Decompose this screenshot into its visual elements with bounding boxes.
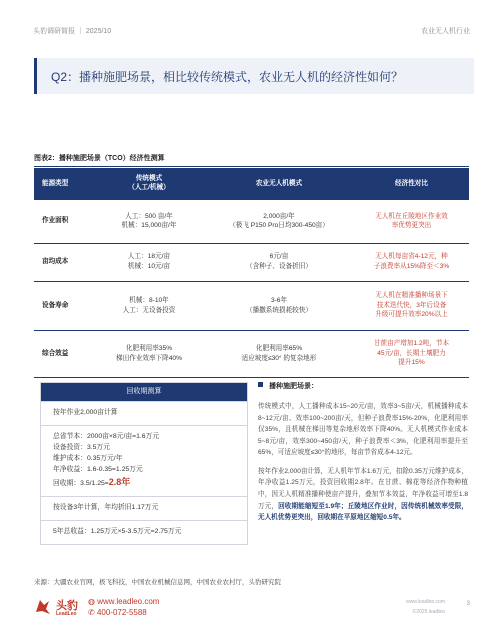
question-title: Q2：播种施肥场景，相比较传统模式，农业无人机的经济性如何？ [51, 70, 404, 84]
footer-url: www.leadleo.com [406, 599, 445, 605]
analysis-text: 按年作业2,000亩计算，无人机年节本1.6万元，扣除0.35万元维护成本，年净收益1.25万元，投资回收期2.8年。在甘蔗、棉花等经济作物种植中，因无人机精准播种使亩产提升，叠加节本效益，年净收益可增至1.8万元， [258, 467, 468, 510]
leadleo-logo-icon [32, 596, 54, 618]
payback-line: 年净收益：1.6-0.35=1.25万元 [53, 465, 143, 473]
table-cell: 化肥利用率35% 梯田作业效率下降40% [94, 330, 204, 377]
payback-basis: 按年作业2,000亩计算 [41, 401, 247, 425]
table-header: 能源类型 [34, 168, 94, 200]
table-cell: 机械：8-10年 人工：无设备投资 [94, 281, 204, 330]
page-number: 3 [466, 601, 470, 607]
comparison-cell: 甘蔗亩产增加1.2吨，节本 45元/亩，长期土壤肥力 提升15% [354, 330, 469, 377]
source-note: 来源：大疆农业官网，极飞科技，中国农业机械信息网，中国农业农村厅，头豹研究院 [34, 579, 281, 586]
footer-right [406, 598, 445, 617]
analysis-title [258, 381, 468, 393]
analysis-paragraph: 传统模式中，人工播种成本15~20元/亩，效率3~5亩/天，机械播种成本8~12元/亩、效率100~200亩/天，但种子浪费率15%-20%，化肥利用率仅35%，且机械在梯田等复杂地形效率下降40%。无人机模式作业成本5~8元/亩，效率300~450亩/天，种子浪费率＜3%，化肥利用率提升至65%，可适应坡度≤30°的地形，每亩节省成本4-12元。 [258, 403, 468, 457]
comparison-cell: 无人机每亩省4-12元，种 子浪费率从15%降至＜3% [354, 243, 469, 281]
comparison-cell: 无人机在丘陵地区作业效 率优势更突出 [354, 200, 469, 243]
header-right: 农业无人机行业 [421, 28, 470, 35]
contact-info [88, 597, 159, 619]
row-label: 综合效益 [34, 330, 94, 377]
payback-details [41, 425, 247, 496]
footer-copyright: ©2025 leadleo [412, 608, 445, 615]
website-line[interactable] [88, 597, 159, 608]
square-bullet-icon [258, 382, 263, 387]
table-header: 传统模式 （人工/机械） [94, 168, 204, 200]
row-label: 亩均成本 [34, 243, 94, 281]
payback-depreciation: 按设备3年计算，年均折旧1.17万元 [41, 496, 247, 520]
logo-subtext: LeadLeo [56, 611, 77, 617]
title-divider [34, 166, 469, 167]
chart-title: 图表2：播种施肥场景（TCO）经济性测算 [34, 155, 165, 162]
table-cell: 6元/亩 （含种子、设备折旧） [204, 243, 354, 281]
payback-result-line [53, 475, 235, 490]
table-cell: 人工：18元/亩 机械：10元/亩 [94, 243, 204, 281]
table-cell: 人工：500 亩/年 机械：15,000亩/年 [94, 200, 204, 243]
table-cell: 3-6年 （播撒系统损耗较快） [204, 281, 354, 330]
table-cell: 2,000亩/年 （极飞 P150 Pro日均300-450亩） [204, 200, 354, 243]
phone-icon: ✆ [88, 607, 97, 617]
row-label: 设备寿命 [34, 281, 94, 330]
table-header-row [34, 168, 469, 200]
payback-result-value: 2.8年 [108, 477, 131, 488]
payback-calculation-box [40, 382, 248, 545]
payback-line: 总省节本：2000亩×8元/亩=1.6万元 [53, 432, 160, 440]
analysis-paragraph [258, 466, 468, 524]
table-row [34, 281, 469, 330]
question-banner [34, 58, 474, 94]
phone-line [88, 608, 159, 619]
payback-total: 5年总收益：1.25万元×5-3.5万元=2.75万元 [41, 520, 247, 544]
analysis-highlight: 回收期能缩短至1.9年；丘陵地区作业时，因传统机械效率受限，无人机优势更突出，回收期在平原地区缩短0.5年。 [258, 502, 469, 522]
analysis-column [258, 381, 468, 531]
table-row [34, 330, 469, 377]
logo-text: 头豹 [56, 600, 78, 612]
table-cell: 化肥利用率65% 适应坡度≤30° 的复杂地形 [204, 330, 354, 377]
payback-result-label: 回收期：3.5/1.25= [53, 480, 109, 488]
table-row [34, 243, 469, 281]
tco-table [34, 168, 469, 378]
header-left: 头豹调研简报 ｜ 2025/10 [33, 28, 112, 35]
table-header: 农业无人机模式 [204, 168, 354, 200]
globe-icon: ◍ [88, 597, 98, 606]
row-label: 作业面积 [34, 200, 94, 243]
payback-line: 维护成本：0.35万元/年 [53, 454, 123, 462]
comparison-cell: 无人机在精准播种场景下 技术迭代快，3年后设备 升级可提升效率20%以上 [354, 281, 469, 330]
analysis-title-text: 播种施肥场景： [269, 383, 318, 390]
phone-number: 400-072-5588 [96, 607, 147, 617]
table-row [34, 200, 469, 243]
payback-line: 设备投资：3.5万元 [53, 443, 111, 451]
website-link[interactable]: www.leadleo.com [97, 597, 160, 606]
table-header: 经济性对比 [354, 168, 469, 200]
payback-header: 回收期测算 [41, 383, 247, 401]
